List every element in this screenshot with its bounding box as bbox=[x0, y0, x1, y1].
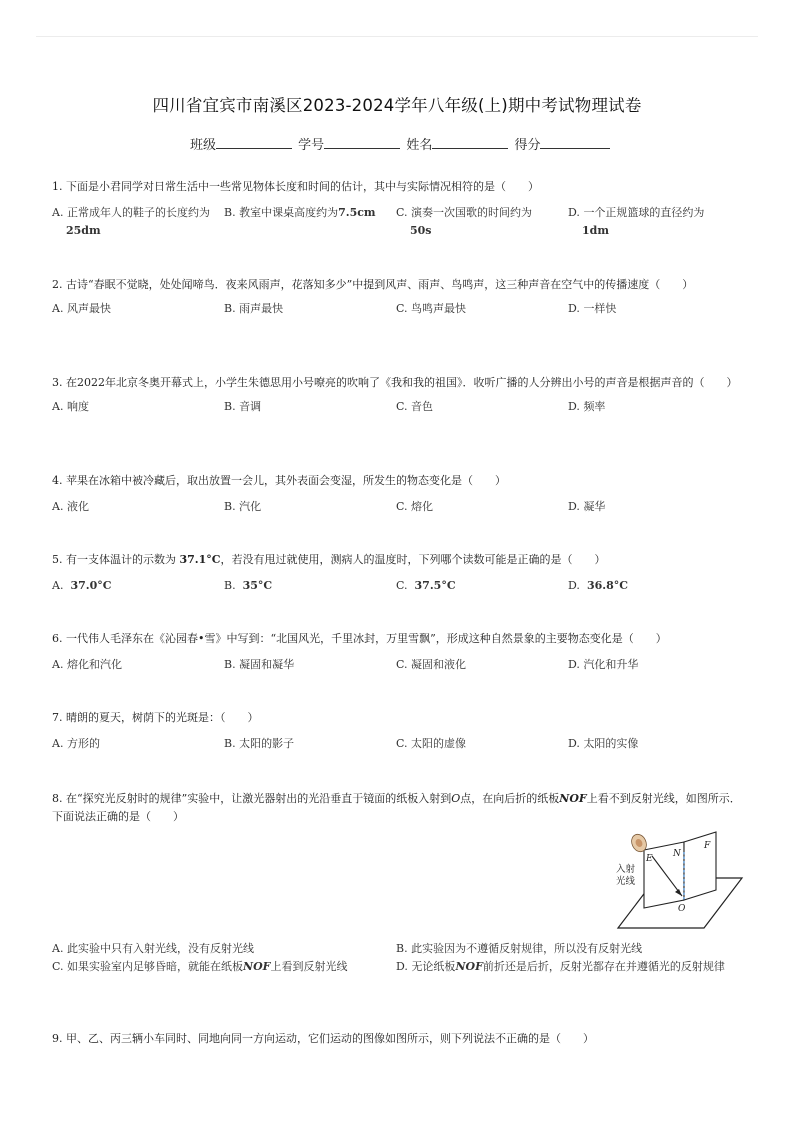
question-stem: 6. 一代伟人毛泽东在《沁园春•雪》中写到：“北国风光，千里冰封，万里雪飘”，形成这种自然景象的主要物态变化是（ ） bbox=[52, 632, 667, 645]
question-stem: 9. 甲、乙、丙三辆小车同时、同地向同一方向运动，它们运动的图像如图所示，则下列说法不正确的是（ ） bbox=[52, 1032, 594, 1045]
option-b[interactable]: B. 教室中课桌高度约为7.5cm bbox=[224, 206, 376, 219]
question-6 bbox=[52, 630, 742, 696]
question-stem: 4. 苹果在冰箱中被冷藏后，取出放置一会儿，其外表面会变湿，所发生的物态变化是（ ） bbox=[52, 474, 506, 487]
question-stem: 8. 在“探究光反射时的规律”实验中，让激光器射出的光沿垂直于镜面的纸板入射到O点，在向后折的纸板NOF上看不到反射光线，如图所示．下面说法正确的是（ ） bbox=[52, 792, 741, 823]
option-d[interactable]: D. 一个正规篮球的直径约为 1dm bbox=[568, 206, 705, 237]
board-nof bbox=[684, 832, 716, 900]
option-d[interactable]: D. 太阳的实像 bbox=[568, 737, 639, 750]
option-d[interactable]: D. 一样快 bbox=[568, 302, 617, 315]
question-7 bbox=[52, 709, 742, 775]
question-5 bbox=[52, 551, 742, 617]
option-c[interactable]: C. 太阳的虚像 bbox=[396, 737, 467, 750]
question-stem: 5. 有一支体温计的示数为 37.1°C，若没有甩过就使用，测病人的温度时，下列哪个读数可能是正确的是（ ） bbox=[52, 553, 606, 566]
option-c[interactable]: C. 熔化 bbox=[396, 500, 434, 513]
question-stem: 7. 晴朗的夏天，树荫下的光斑是：（ ） bbox=[52, 711, 259, 724]
option-d[interactable]: D. 频率 bbox=[568, 400, 606, 413]
student-id-label: 学号 bbox=[298, 138, 325, 153]
option-c[interactable]: C. 37.5°C bbox=[396, 579, 456, 592]
name-label: 姓名 bbox=[406, 138, 433, 153]
label-f: F bbox=[704, 841, 711, 851]
option-d[interactable]: D. 凝华 bbox=[568, 500, 606, 513]
option-a[interactable]: A. 此实验中只有入射光线，没有反射光线 bbox=[52, 942, 254, 955]
option-b[interactable]: B. 汽化 bbox=[224, 500, 262, 513]
student-id-blank[interactable] bbox=[324, 136, 400, 149]
option-d[interactable]: D. 汽化和升华 bbox=[568, 658, 639, 671]
question-1 bbox=[52, 178, 742, 244]
option-d[interactable]: D. 36.8°C bbox=[568, 579, 628, 592]
header-rule bbox=[36, 36, 758, 37]
option-c[interactable]: C. 音色 bbox=[396, 400, 434, 413]
option-c[interactable]: C. 如果实验室内足够昏暗，就能在纸板NOF上看到反射光线 bbox=[52, 960, 348, 973]
option-a[interactable]: A. 液化 bbox=[52, 500, 89, 513]
option-d[interactable]: D. 无论纸板NOF前折还是后折，反射光都存在并遵循光的反射规律 bbox=[396, 960, 725, 973]
label-incident-top: 入射 bbox=[616, 864, 636, 875]
score-label: 得分 bbox=[514, 138, 541, 153]
question-stem: 3. 在2022年北京冬奥开幕式上，小学生朱德思用小号嘹亮的吹响了《我和我的祖国》．收听广播的人分辨出小号的声音是根据声音的（ ） bbox=[52, 376, 738, 389]
label-e: E bbox=[646, 854, 653, 864]
question-stem: 1. 下面是小君同学对日常生活中一些常见物体长度和时间的估计，其中与实际情况相符的是（ ） bbox=[52, 180, 539, 193]
option-a[interactable]: A. 风声最快 bbox=[52, 302, 111, 315]
option-b[interactable]: B. 35°C bbox=[224, 579, 273, 592]
option-c[interactable]: C. 凝固和液化 bbox=[396, 658, 467, 671]
question-9 bbox=[52, 1030, 742, 1048]
question-2 bbox=[52, 276, 742, 340]
label-incident-bottom: 光线 bbox=[616, 876, 636, 887]
option-b[interactable]: B. 此实验因为不遵循反射规律，所以没有反射光线 bbox=[396, 942, 643, 955]
question-stem: 2. 古诗“春眠不觉晓，处处闻啼鸟．夜来风雨声，花落知多少”中提到风声、雨声、鸟鸣声，这三种声音在空气中的传播速度（ ） bbox=[52, 278, 694, 291]
question-4 bbox=[52, 472, 742, 538]
option-a[interactable]: A. 方形的 bbox=[52, 737, 100, 750]
option-b[interactable]: B. 凝固和凝华 bbox=[224, 658, 295, 671]
question-3 bbox=[52, 374, 742, 438]
option-a[interactable]: A. 响度 bbox=[52, 400, 89, 413]
option-a[interactable]: A. 熔化和汽化 bbox=[52, 658, 122, 671]
student-info-row bbox=[190, 134, 612, 153]
question-8 bbox=[52, 790, 742, 826]
score-blank[interactable] bbox=[540, 136, 610, 149]
label-n: N bbox=[673, 849, 681, 859]
option-c[interactable]: C. 演奏一次国歌的时间约为 50s bbox=[396, 206, 533, 237]
label-o: O bbox=[678, 904, 686, 914]
page-title: 四川省宜宾市南溪区2023-2024学年八年级(上)期中考试物理试卷 bbox=[152, 96, 642, 115]
option-a[interactable]: A. 37.0°C bbox=[52, 579, 112, 592]
option-b[interactable]: B. 音调 bbox=[224, 400, 262, 413]
class-label: 班级 bbox=[190, 138, 217, 153]
option-b[interactable]: B. 太阳的影子 bbox=[224, 737, 295, 750]
reflection-experiment-figure bbox=[612, 830, 746, 934]
option-b[interactable]: B. 雨声最快 bbox=[224, 302, 284, 315]
name-blank[interactable] bbox=[432, 136, 508, 149]
class-blank[interactable] bbox=[216, 136, 292, 149]
option-a[interactable]: A. 正常成年人的鞋子的长度约为 25dm bbox=[52, 206, 210, 237]
option-c[interactable]: C. 鸟鸣声最快 bbox=[396, 302, 467, 315]
